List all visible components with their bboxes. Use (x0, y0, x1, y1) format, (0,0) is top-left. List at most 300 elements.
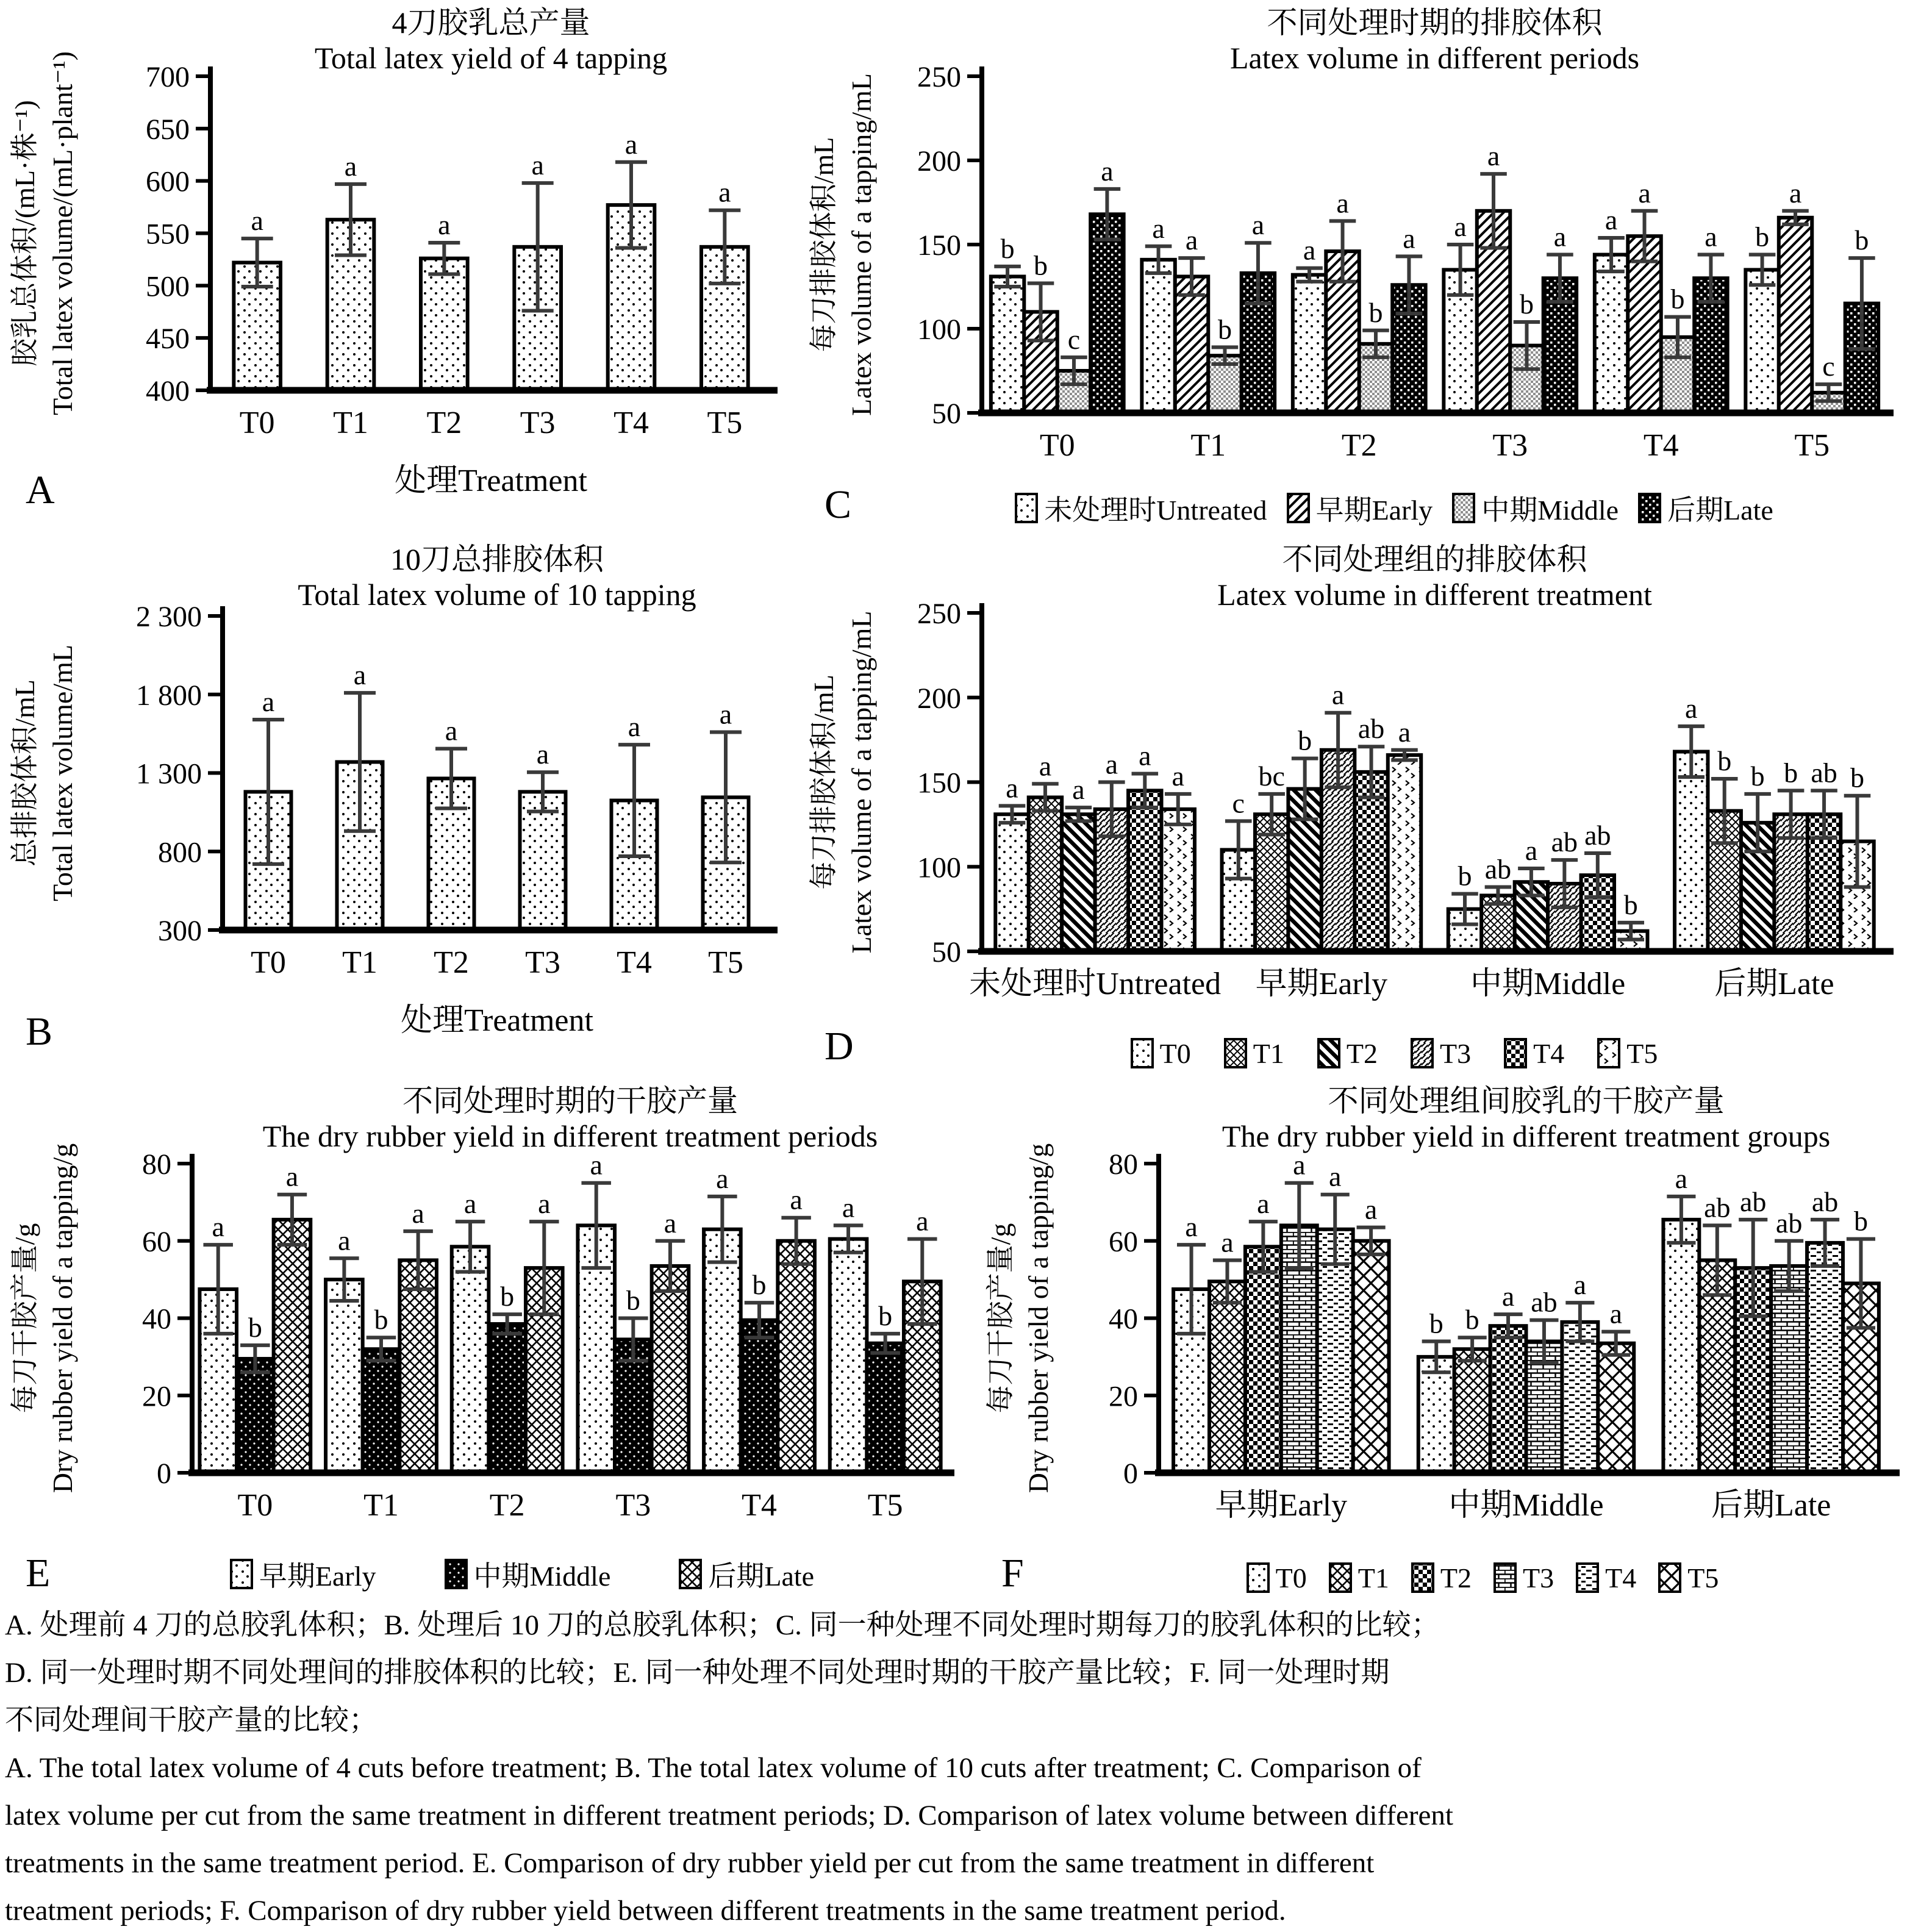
bar-T2-早期Early (452, 1247, 489, 1473)
x-group-label: T1 (333, 406, 368, 440)
legend-item (1014, 488, 1267, 528)
significance-letter: b (1670, 283, 1685, 315)
legend-swatch-icon (1245, 1561, 1271, 1594)
bar-后期Late-T0 (1663, 1220, 1699, 1473)
significance-letter: c (1232, 787, 1245, 819)
chart-title-zh: 不同处理组间胶乳的干胶产量 (1328, 1084, 1725, 1118)
legend-F (1049, 1561, 1915, 1594)
significance-letter: a (1293, 1149, 1306, 1181)
chart-title-zh: 不同处理时期的排胶体积 (1267, 5, 1603, 40)
legend-item (1575, 1561, 1636, 1594)
bar-中期Middle-T5 (1598, 1343, 1634, 1473)
x-group-label: T0 (1039, 428, 1075, 463)
legend-label: T2 (1346, 1037, 1378, 1069)
significance-letter: b (1217, 313, 1232, 345)
bar-T2-未处理时Untreated (1293, 275, 1326, 413)
bar-T0-后期Late (1090, 214, 1123, 413)
panel-F (976, 1078, 1921, 1598)
significance-letter: b (1750, 760, 1765, 792)
y-tick-label: 50 (932, 398, 961, 430)
y-tick-label: 600 (146, 165, 190, 198)
bar-T1-早期Early (1175, 276, 1208, 413)
bar-未处理时Untreated-T1 (1029, 797, 1062, 951)
significance-letter: a (1185, 1211, 1198, 1243)
bar-T4-早期Early (704, 1229, 741, 1473)
legend-label: 早期Early (1315, 495, 1433, 526)
significance-letter: b (1850, 762, 1864, 793)
significance-letter: b (752, 1269, 767, 1301)
y-tick-label: 1 800 (136, 679, 202, 712)
bar-T5-早期Early (1779, 218, 1812, 413)
y-tick-label: 200 (917, 145, 961, 177)
x-group-label: T2 (426, 406, 462, 440)
legend-C (872, 488, 1915, 528)
y-tick-label: 250 (917, 61, 961, 93)
significance-letter: ab (1740, 1186, 1767, 1217)
legend-item (1596, 1037, 1658, 1070)
legend-item (1492, 1561, 1554, 1594)
significance-letter: a (590, 1149, 603, 1181)
figure-caption (5, 1601, 1916, 1932)
legend-D (872, 1037, 1915, 1070)
x-group-label: T1 (1190, 428, 1226, 463)
significance-letter: b (374, 1304, 388, 1336)
x-group-label: T4 (1643, 428, 1679, 463)
significance-letter: a (438, 209, 451, 240)
significance-letter: a (463, 1188, 477, 1220)
significance-letter: a (1185, 224, 1198, 256)
bar-T4-中期Middle (741, 1320, 778, 1473)
x-axis-label: 处理Treatment (395, 463, 587, 498)
y-axis-label-en: Dry rubber yield of a tapping/g (47, 1143, 78, 1494)
significance-letter: a (1604, 204, 1618, 235)
significance-letter: ab (1811, 757, 1837, 789)
panel-E (0, 1078, 976, 1598)
significance-letter: ab (1484, 853, 1512, 885)
significance-letter: a (1609, 1298, 1622, 1329)
legend-item (1286, 488, 1433, 528)
significance-letter: a (1105, 748, 1118, 780)
y-tick-label: 60 (142, 1225, 171, 1258)
caption-line-zh: D. 同一处理时期不同处理间的排胶体积的比较；E. 同一种处理不同处理时期的干胶产量比较；F. 同一处理时期 (5, 1657, 1390, 1689)
legend-item (678, 1554, 814, 1594)
significance-letter: a (1638, 177, 1651, 209)
legend-label: T0 (1159, 1037, 1191, 1069)
chart-F-svg (976, 1078, 1921, 1598)
x-group-label: T0 (251, 945, 286, 980)
bar-T1-后期Late (399, 1260, 437, 1473)
y-tick-label: 80 (1109, 1148, 1138, 1181)
legend-swatch-icon (1014, 492, 1039, 524)
legend-swatch-icon (1410, 1561, 1436, 1594)
panel-letter-E: E (26, 1551, 51, 1595)
y-tick-label: 200 (917, 682, 961, 715)
bar-T0-未处理时Untreated (991, 276, 1024, 413)
x-group-label: T5 (707, 406, 743, 440)
x-group-label: T5 (1794, 428, 1830, 463)
legend-swatch-icon (1492, 1561, 1518, 1594)
y-tick-label: 500 (146, 270, 190, 303)
y-axis-label-en: Total latex volume/(mL·plant⁻¹) (47, 51, 78, 415)
legend-item (443, 1554, 611, 1594)
y-axis-label-en: Total latex volume/mL (47, 645, 78, 901)
significance-letter: a (445, 715, 458, 746)
legend-swatch-icon (1596, 1037, 1622, 1070)
legend-label: T0 (1275, 1562, 1307, 1594)
y-axis-label-zh: 每刀干胶产量/g (985, 1223, 1016, 1414)
significance-letter: a (1139, 740, 1151, 771)
y-tick-label: 0 (1123, 1458, 1138, 1490)
legend-label: 后期Late (708, 1561, 815, 1592)
y-tick-label: 250 (917, 598, 961, 630)
panel-B (0, 537, 799, 1073)
significance-letter: ab (1775, 1207, 1803, 1239)
significance-letter: a (412, 1197, 424, 1229)
x-axis-label: 处理Treatment (401, 1003, 593, 1038)
significance-letter: b (1853, 1205, 1868, 1237)
chart-title-en: Total latex volume of 10 tapping (298, 578, 696, 612)
significance-letter: b (1519, 288, 1534, 320)
significance-letter: a (536, 739, 549, 770)
legend-swatch-icon (1409, 1037, 1435, 1070)
bar-T4-后期Late (778, 1241, 815, 1473)
significance-letter: a (1685, 692, 1698, 724)
significance-letter: a (1525, 835, 1538, 867)
y-tick-label: 300 (158, 915, 202, 947)
bar-中期Middle-T4 (1562, 1322, 1598, 1473)
chart-title-en: Latex volume in different periods (1229, 41, 1640, 75)
legend-item (1223, 1037, 1284, 1070)
legend-item (1316, 1037, 1378, 1070)
legend-swatch-icon (1637, 492, 1662, 524)
significance-letter: ab (1531, 1286, 1558, 1318)
bar-中期Middle-T1 (1454, 1349, 1490, 1473)
y-tick-label: 650 (146, 113, 190, 146)
panel-A (0, 0, 799, 532)
significance-letter: a (718, 176, 731, 208)
y-axis-label-zh: 每刀排胶体积/mL (808, 674, 839, 890)
legend-label: 后期Late (1667, 495, 1773, 526)
x-group-label: T2 (1341, 428, 1377, 463)
legend-label: 早期Early (259, 1561, 376, 1592)
significance-letter: a (1675, 1162, 1688, 1194)
bar-早期Early-T5 (1388, 755, 1421, 951)
bar-T0-后期Late (274, 1220, 311, 1473)
significance-letter: a (1101, 155, 1114, 187)
chart-B-svg (0, 537, 799, 1073)
significance-letter: a (262, 685, 275, 717)
y-tick-label: 0 (157, 1458, 171, 1490)
legend-item (1129, 1037, 1191, 1070)
chart-title-en: The dry rubber yield in different treatment periods (262, 1119, 878, 1153)
bar-未处理时Untreated-T5 (1162, 809, 1195, 951)
panel-D (799, 537, 1921, 1073)
significance-letter: ab (1704, 1192, 1731, 1223)
bar-T2-中期Middle (488, 1324, 526, 1473)
chart-title-zh: 不同处理时期的干胶产量 (402, 1084, 738, 1118)
legend-label: T5 (1626, 1037, 1658, 1069)
significance-letter: b (1855, 224, 1869, 256)
x-group-label: T3 (615, 1488, 651, 1523)
bar-后期Late-T4 (1807, 1243, 1843, 1473)
legend-label: T1 (1253, 1037, 1284, 1069)
bar-T2-value (421, 259, 468, 390)
x-group-label: T2 (434, 945, 469, 980)
bar-T0-中期Middle (237, 1359, 274, 1473)
significance-letter: b (1429, 1308, 1443, 1339)
legend-item (1657, 1561, 1719, 1594)
legend-swatch-icon (229, 1558, 254, 1590)
significance-letter: a (1172, 760, 1184, 792)
x-group-label: 早期Early (1255, 967, 1388, 1001)
x-group-label: T2 (489, 1488, 525, 1523)
significance-letter: a (1398, 716, 1411, 748)
significance-letter: a (1039, 750, 1052, 782)
caption-line-en: treatments in the same treatment period. E. Comparison of dry rubber yield per cut from the same treatment in different (5, 1847, 1375, 1879)
caption-line-en: latex volume per cut from the same treatment in different treatment periods; D. Comparison of latex volume between different (5, 1800, 1453, 1831)
legend-label: T4 (1533, 1037, 1565, 1069)
legend-label: T5 (1687, 1562, 1719, 1594)
significance-letter: b (1458, 860, 1472, 892)
chart-A-svg (0, 0, 799, 532)
bar-早期Early-T2 (1245, 1247, 1281, 1473)
y-axis-label-en: Latex volume of a tapping/mL (846, 73, 877, 417)
panel-letter-C: C (825, 482, 852, 527)
x-group-label: T4 (742, 1488, 777, 1523)
bar-后期Late-T0 (1675, 752, 1708, 951)
significance-letter: b (878, 1300, 893, 1331)
x-group-label: T3 (1492, 428, 1528, 463)
significance-letter: a (716, 1162, 729, 1194)
significance-letter: a (1331, 679, 1345, 710)
x-group-label: T4 (614, 406, 649, 440)
chart-D-svg (799, 537, 1921, 1073)
bar-未处理时Untreated-T2 (1062, 814, 1095, 951)
significance-letter: ab (1358, 713, 1385, 745)
significance-letter: ab (1551, 826, 1578, 858)
x-group-label: 后期Late (1714, 967, 1834, 1001)
bar-T5-早期Early (830, 1239, 867, 1473)
legend-item (1409, 1037, 1471, 1070)
caption-line-en: A. The total latex volume of 4 cuts before treatment; B. The total latex volume of 10 cuts after treatment; C. Comparison of (5, 1752, 1422, 1784)
legend-item (1245, 1561, 1307, 1594)
panel-letter-F: F (1001, 1551, 1024, 1595)
caption-line-zh: 不同处理间干胶产量的比较； (5, 1705, 377, 1736)
significance-letter: a (538, 1188, 551, 1220)
x-group-label: T5 (867, 1488, 903, 1523)
y-tick-label: 20 (1109, 1380, 1138, 1413)
significance-letter: bc (1258, 760, 1285, 792)
bar-T1-早期Early (326, 1279, 363, 1473)
legend-item (1503, 1037, 1564, 1070)
y-axis-label-zh: 胶乳总体积/(mL·株⁻¹) (9, 100, 40, 367)
x-group-label: T0 (239, 406, 275, 440)
legend-label: T3 (1440, 1037, 1472, 1069)
x-group-label: T3 (520, 406, 556, 440)
chart-title-zh: 4刀胶乳总产量 (392, 5, 590, 40)
legend-swatch-icon (443, 1558, 469, 1590)
significance-letter: a (531, 149, 544, 181)
y-tick-label: 800 (158, 836, 202, 869)
significance-letter: a (251, 205, 263, 237)
significance-letter: b (1623, 889, 1638, 920)
bar-未处理时Untreated-T0 (995, 814, 1028, 951)
significance-letter: a (1006, 772, 1018, 804)
caption-line-zh: A. 处理前 4 刀的总胶乳体积；B. 处理后 10 刀的总胶乳体积；C. 同一种处理不同处理时期每刀的胶乳体积的比较； (5, 1609, 1440, 1641)
y-tick-label: 50 (932, 936, 961, 968)
significance-letter: a (1221, 1226, 1234, 1258)
bar-早期Early-T5 (1353, 1241, 1389, 1473)
significance-letter: a (1501, 1281, 1515, 1312)
bar-未处理时Untreated-T4 (1128, 790, 1161, 951)
y-tick-label: 20 (142, 1380, 171, 1413)
y-axis-label-en: Dry rubber yield of a tapping/g (1023, 1143, 1054, 1494)
y-tick-label: 450 (146, 323, 190, 356)
significance-letter: a (338, 1225, 351, 1256)
legend-swatch-icon (1657, 1561, 1683, 1594)
y-tick-label: 100 (917, 851, 961, 884)
legend-swatch-icon (1286, 492, 1311, 524)
legend-label: T4 (1605, 1562, 1637, 1594)
legend-swatch-icon (1223, 1037, 1248, 1070)
bar-中期Middle-T0 (1418, 1357, 1454, 1473)
legend-item (1328, 1561, 1389, 1594)
significance-letter: a (1454, 211, 1467, 242)
significance-letter: a (1789, 177, 1802, 209)
significance-letter: b (500, 1281, 515, 1312)
y-tick-label: 150 (917, 767, 961, 800)
y-tick-label: 40 (142, 1303, 171, 1336)
significance-letter: c (1822, 351, 1835, 382)
x-group-label: T1 (363, 1488, 399, 1523)
chart-E-svg (0, 1078, 976, 1598)
y-tick-label: 700 (146, 61, 190, 93)
significance-letter: a (916, 1205, 929, 1237)
significance-letter: a (1487, 140, 1500, 172)
significance-letter: b (1000, 232, 1015, 264)
significance-letter: b (1368, 296, 1383, 328)
significance-letter: a (1257, 1188, 1270, 1220)
bar-T1-中期Middle (363, 1349, 400, 1473)
significance-letter: a (1072, 774, 1085, 806)
legend-E (73, 1554, 970, 1594)
y-tick-label: 40 (1109, 1303, 1138, 1336)
legend-swatch-icon (1575, 1561, 1600, 1594)
panel-letter-D: D (825, 1024, 854, 1068)
legend-label: 中期Middle (473, 1561, 611, 1592)
legend-label: T3 (1523, 1562, 1554, 1594)
panel-letter-A: A (26, 468, 55, 512)
significance-letter: a (664, 1207, 677, 1239)
y-tick-label: 550 (146, 218, 190, 251)
legend-swatch-icon (1316, 1037, 1342, 1070)
significance-letter: b (1784, 757, 1798, 789)
panel-C (799, 0, 1921, 532)
x-group-label: 中期Middle (1448, 1488, 1604, 1523)
bar-T1-未处理时Untreated (1142, 260, 1175, 413)
significance-letter: a (1328, 1161, 1342, 1192)
significance-letter: a (1573, 1269, 1587, 1301)
legend-item (229, 1554, 376, 1594)
significance-letter: a (1336, 187, 1349, 219)
significance-letter: a (719, 698, 732, 730)
legend-item (1410, 1561, 1472, 1594)
x-group-label: T3 (525, 945, 560, 980)
chart-title-en: Total latex yield of 4 tapping (314, 41, 668, 75)
legend-label: 未处理时Untreated (1044, 495, 1267, 526)
legend-swatch-icon (1129, 1037, 1155, 1070)
significance-letter: b (248, 1311, 262, 1343)
x-group-label: 中期Middle (1470, 967, 1626, 1001)
panel-letter-B: B (26, 1009, 53, 1054)
x-group-label: 未处理时Untreated (969, 967, 1222, 1001)
chart-title-en: The dry rubber yield in different treatment groups (1222, 1119, 1831, 1153)
significance-letter: b (1717, 745, 1732, 776)
chart-C-svg (799, 0, 1921, 532)
y-tick-label: 60 (1109, 1225, 1138, 1258)
legend-swatch-icon (1328, 1561, 1353, 1594)
significance-letter: ab (1584, 820, 1611, 851)
significance-letter: a (842, 1192, 855, 1223)
x-group-label: T4 (617, 945, 652, 980)
significance-letter: b (1755, 221, 1770, 252)
significance-letter: a (624, 128, 638, 160)
legend-swatch-icon (1451, 492, 1476, 524)
significance-letter: a (1364, 1193, 1378, 1225)
bar-T5-中期Middle (867, 1343, 904, 1473)
bar-中期Middle-T2 (1490, 1326, 1526, 1473)
y-tick-label: 100 (917, 313, 961, 346)
significance-letter: a (1251, 209, 1265, 241)
significance-letter: a (628, 711, 641, 743)
y-axis-label-en: Latex volume of a tapping/mL (846, 610, 877, 954)
legend-item (1637, 488, 1773, 528)
caption-line-en: treatment periods; F. Comparison of dry rubber yield between different treatments in the same treatment period. (5, 1895, 1286, 1927)
significance-letter: b (1298, 724, 1312, 756)
chart-title-zh: 10刀总排胶体积 (390, 542, 604, 576)
bar-后期Late-T3 (1771, 1266, 1807, 1473)
significance-letter: a (285, 1161, 299, 1192)
bar-T4-未处理时Untreated (1595, 255, 1628, 413)
significance-letter: a (790, 1184, 803, 1215)
x-group-label: T0 (237, 1488, 273, 1523)
legend-label: T1 (1358, 1562, 1389, 1594)
significance-letter: a (1152, 212, 1165, 244)
significance-letter: b (626, 1284, 640, 1316)
bar-早期Early-T1 (1209, 1281, 1245, 1473)
significance-letter: b (1034, 249, 1048, 281)
y-axis-label-zh: 总排胶体积/mL (9, 679, 40, 867)
y-axis-label-zh: 每刀干胶产量/g (9, 1223, 40, 1414)
legend-swatch-icon (678, 1558, 703, 1590)
significance-letter: a (1553, 221, 1567, 252)
bar-T3-后期Late (652, 1266, 689, 1473)
significance-letter: a (1303, 234, 1316, 266)
y-tick-label: 150 (917, 229, 961, 262)
x-group-label: 早期Early (1215, 1488, 1348, 1523)
significance-letter: c (1067, 323, 1081, 355)
y-axis-label-zh: 每刀排胶体积/mL (808, 137, 839, 352)
legend-label: T2 (1440, 1562, 1472, 1594)
y-tick-label: 1 300 (136, 757, 202, 790)
significance-letter: a (344, 150, 357, 182)
y-tick-label: 80 (142, 1148, 171, 1181)
legend-item (1451, 488, 1619, 528)
chart-title-zh: 不同处理组的排胶体积 (1282, 542, 1587, 576)
x-group-label: 后期Late (1711, 1488, 1831, 1523)
chart-title-en: Latex volume in different treatment (1217, 578, 1652, 612)
legend-swatch-icon (1503, 1037, 1528, 1070)
